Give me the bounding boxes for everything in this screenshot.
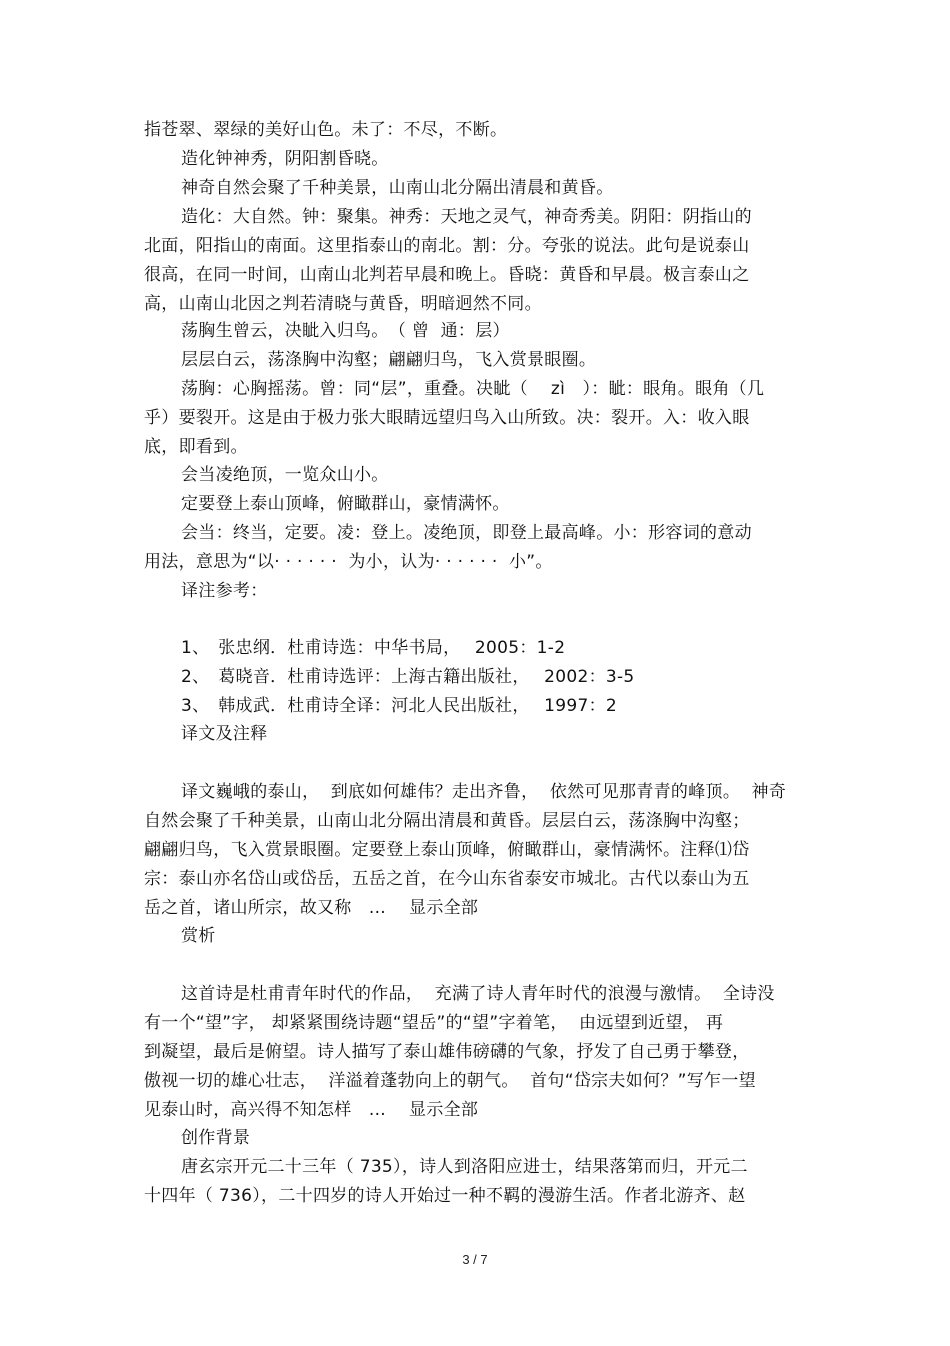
text-line: 唐玄宗开元二十三年（ 735），诗人到洛阳应进士，结果落第而归，开元二 — [181, 1157, 748, 1177]
translation-line: 层层白云，荡涤胸中沟壑；翩翩归鸟，飞入赏景眼圈。 — [181, 350, 597, 370]
text-line: 造化：大自然。钟：聚集。神秀：天地之灵气，神奇秀美。阴阳：阴指山的 — [181, 207, 752, 227]
text-line: 宗：泰山亦名岱山或岱岳，五岳之首，在今山东省泰安市城北。古代以泰山为五 — [144, 869, 750, 889]
text-line: 到凝望，最后是俯望。诗人描写了泰山雄伟磅礴的气象，抒发了自己勇于攀登， — [144, 1042, 750, 1062]
section-heading: 译文及注释 — [181, 724, 268, 744]
reference-item: 3、 韩成武．杜甫诗全译：河北人民出版社， 1997：2 — [181, 696, 617, 716]
section-heading: 译注参考： — [181, 581, 268, 601]
text-line: 北面，阳指山的南面。这里指泰山的南北。割：分。夸张的说法。此句是说泰山 — [144, 236, 750, 256]
text-line: 会当：终当，定要。凌：登上。凌绝顶，即登上最高峰。小：形容词的意动 — [181, 523, 752, 543]
poem-line: 会当凌绝顶，一览众山小。 — [181, 465, 389, 485]
text-line: 高，山南山北因之判若清晓与黄昏，明暗迥然不同。 — [144, 294, 542, 314]
show-all-link[interactable]: 见泰山时，高兴得不知怎样 ... 显示全部 — [144, 1100, 479, 1120]
text-line: 翩翩归鸟，飞入赏景眼圈。定要登上泰山顶峰，俯瞰群山，豪情满怀。注释⑴岱 — [144, 840, 750, 860]
text-line: 用法，意思为“以· · · · · · 为小，认为· · · · · · 小”。 — [144, 552, 553, 572]
show-all-link[interactable]: 岳之首，诸山所宗，故又称 ... 显示全部 — [144, 898, 479, 918]
section-heading: 赏析 — [181, 926, 216, 946]
text-line: 自然会聚了千种美景，山南山北分隔出清晨和黄昏。层层白云，荡涤胸中沟壑； — [144, 811, 750, 831]
poem-line: 荡胸生曾云，决眦入归鸟。 （ 曾 通：层） — [181, 321, 510, 341]
text-line: 荡胸：心胸摇荡。曾：同“层”，重叠。决眦（ zì ）：眦：眼角。眼角（几 — [181, 379, 765, 399]
text-line: 指苍翠、翠绿的美好山色。未了：不尽，不断。 — [144, 120, 508, 140]
page-number: 3 / 7 — [462, 1252, 488, 1267]
translation-line: 神奇自然会聚了千种美景，山南山北分隔出清晨和黄昏。 — [181, 178, 614, 198]
text-line: 译文巍峨的泰山， 到底如何雄伟？走出齐鲁， 依然可见那青青的峰顶。 神奇 — [181, 782, 787, 802]
translation-line: 定要登上泰山顶峰，俯瞰群山，豪情满怀。 — [181, 494, 510, 514]
text-line: 底，即看到。 — [144, 437, 248, 457]
text-line: 十四年（ 736），二十四岁的诗人开始过一种不羁的漫游生活。作者北游齐、赵 — [144, 1186, 746, 1206]
text-line: 傲视一切的雄心壮志， 洋溢着蓬勃向上的朝气。 首句“岱宗夫如何？”写乍一望 — [144, 1071, 756, 1091]
text-line: 乎）要裂开。这是由于极力张大眼睛远望归鸟入山所致。决：裂开。入：收入眼 — [144, 408, 750, 428]
reference-item: 2、 葛晓音．杜甫诗选评：上海古籍出版社， 2002：3-5 — [181, 667, 635, 687]
section-heading: 创作背景 — [181, 1128, 251, 1148]
text-line: 这首诗是杜甫青年时代的作品， 充满了诗人青年时代的浪漫与激情。 全诗没 — [181, 984, 775, 1004]
reference-item: 1、 张忠纲．杜甫诗选：中华书局， 2005：1-2 — [181, 638, 566, 658]
text-line: 很高，在同一时间，山南山北判若早晨和晚上。昏晓：黄昏和早晨。极言泰山之 — [144, 265, 750, 285]
text-line: 有一个“望”字， 却紧紧围绕诗题“望岳”的“望”字着笔， 由远望到近望， 再 — [144, 1013, 724, 1033]
poem-line: 造化钟神秀，阴阳割昏晓。 — [181, 149, 389, 169]
